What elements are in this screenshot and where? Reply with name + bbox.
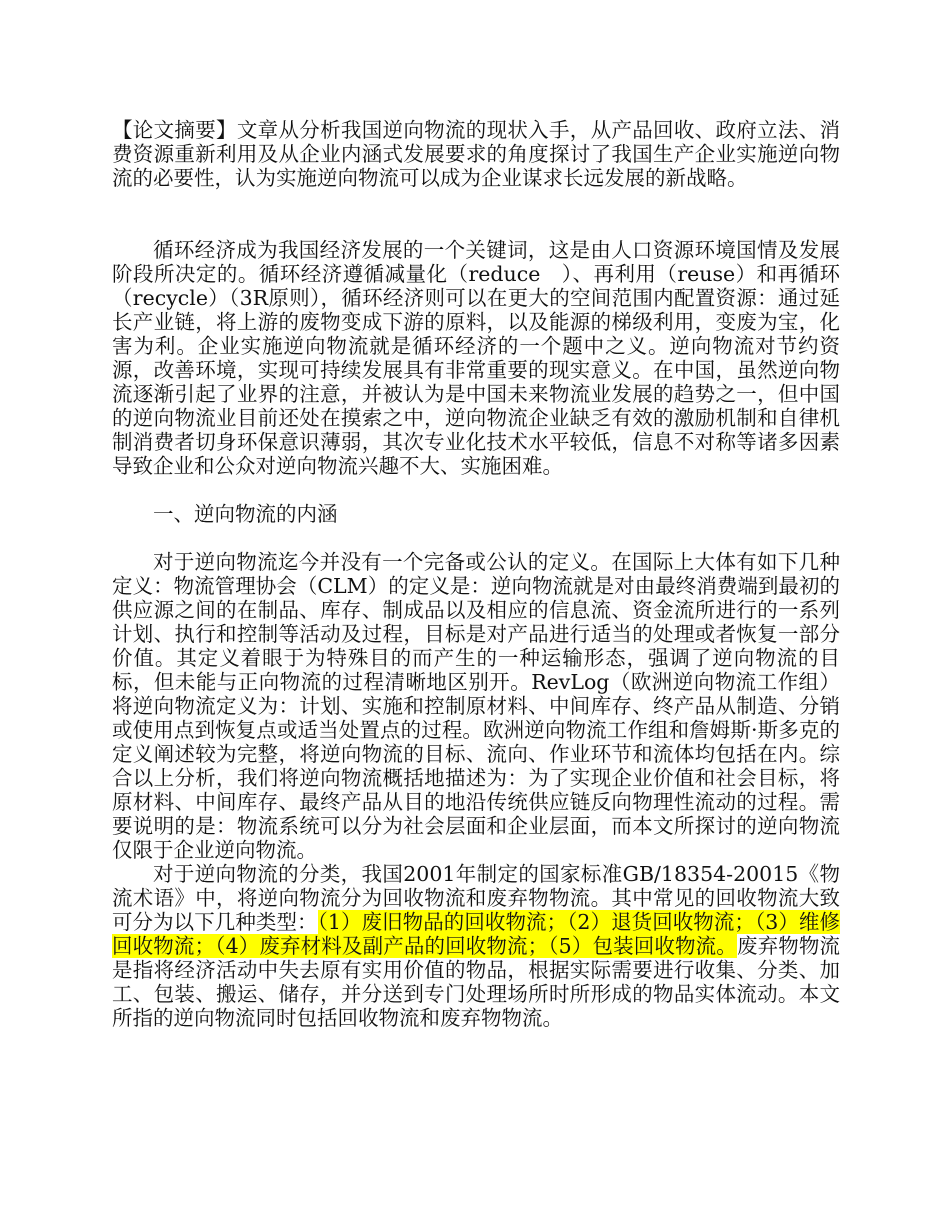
highlighted-text: （1）废旧物品的回收物流；（2）退货回收物流；（3）维修回收物流；（4）废弃材料及副产品的回收物流；（5）包装回收物流。 <box>112 910 840 958</box>
intro-paragraph: 循环经济成为我国经济发展的一个关键词，这是由人口资源环境国情及发展阶段所决定的。循环经济遵循减量化（reduce ）、再利用（reuse）和再循环（recycle）（3R原则），循环经济则可以在更大的空间范围内配置资源：通过延长产业链，将上游的废物变成下游的原料，以及能源的梯级利用，变废为宝，化害为利。企业实施逆向物流就是循环经济的一个题中之义。逆向物流对节约资源，改善环境，实现可持续发展具有非常重要的现实意义。在中国，虽然逆向物流逐渐引起了业界的注意，并被认为是中国未来物流业发展的趋势之一，但中国的逆向物流业目前还处在摸索之中，逆向物流企业缺乏有效的激励机制和自律机制消费者切身环保意识薄弱，其次专业化技术水平较低，信息不对称等诸多因素导致企业和公众对逆向物流兴趣不大、实施困难。 <box>112 238 840 478</box>
section-heading: 一、逆向物流的内涵 <box>153 502 338 526</box>
classification-paragraph <box>112 862 840 1030</box>
classification-text-after: 废弃物物流是指将经济活动中失去原有实用价值的物品，根据实际需要进行收集、分类、加工、包装、搬运、储存，并分送到专门处理场所时所形成的物品实体流动。本文所指的逆向物流同时包括回收物流和废弃物物流。 <box>112 934 840 1030</box>
abstract-paragraph <box>112 118 840 190</box>
classification-text-before: 对于逆向物流的分类，我国2001年制定的国家标准GB/18354-20015《物流术语》中，将逆向物流分为回收物流和废弃物物流。其中常见的回收物流大致可分为以下几种类型： <box>112 862 840 934</box>
abstract-text: 文章从分析我国逆向物流的现状入手，从产品回收、政府立法、消费资源重新利用及从企业内涵式发展要求的角度探讨了我国生产企业实施逆向物流的必要性，认为实施逆向物流可以成为企业谋求长远发展的新战略。 <box>112 118 841 190</box>
abstract-label: 【论文摘要】 <box>112 118 237 142</box>
definition-paragraph: 对于逆向物流迄今并没有一个完备或公认的定义。在国际上大体有如下几种定义：物流管理协会（CLM）的定义是：逆向物流就是对由最终消费端到最初的供应源之间的在制品、库存、制成品以及相应的信息流、资金流所进行的一系列计划、执行和控制等活动及过程，目标是对产品进行适当的处理或者恢复一部分价值。其定义着眼于为特殊目的而产生的一种运输形态，强调了逆向物流的目标，但未能与正向物流的过程清晰地区别开。RevLog（欧洲逆向物流工作组）将逆向物流定义为：计划、实施和控制原材料、中间库存、终产品从制造、分销或使用点到恢复点或适当处置点的过程。欧洲逆向物流工作组和詹姆斯·斯多克的定义阐述较为完整，将逆向物流的目标、流向、作业环节和流体均包括在内。综合以上分析，我们将逆向物流概括地描述为：为了实现企业价值和社会目标，将原材料、中间库存、最终产品从目的地沿传统供应链反向物理性流动的过程。需要说明的是：物流系统可以分为社会层面和企业层面，而本文所探讨的逆向物流仅限于企业逆向物流。 <box>112 550 840 862</box>
document-body <box>112 118 840 1030</box>
